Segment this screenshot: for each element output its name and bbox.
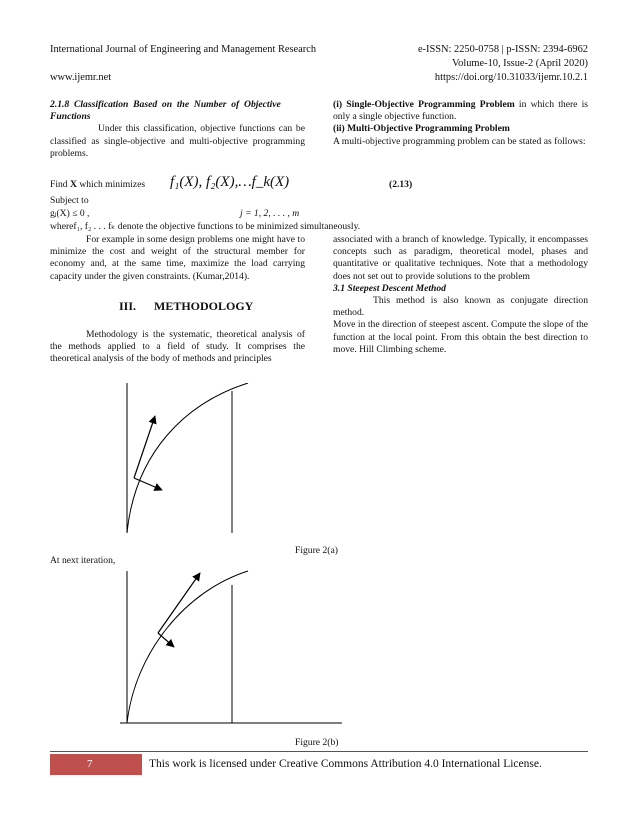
page-number: 7: [87, 758, 93, 770]
footer-divider: [50, 751, 588, 752]
constraint: gⱼ(X) ≤ 0 ,: [50, 208, 90, 219]
contour-curve: [127, 383, 248, 533]
index-range: j = 1, 2, . . . , m: [240, 208, 300, 219]
steepest-descent-paragraph: This method is also known as conjugate direction method.: [333, 295, 588, 319]
figure-2b: [110, 563, 360, 728]
left-body: [50, 234, 305, 366]
caption-figure-2b: Figure 2(b): [295, 737, 339, 748]
example-paragraph: For example in some design problems one might have to minimize the cost and weight of the structural member for economy and, at the same time, maximize the load carrying capacity under the given constraints. (Kumar,2014).: [50, 234, 305, 282]
steepest-descent-heading: 3.1 Steepest Descent Method: [333, 282, 446, 294]
right-body: [333, 234, 588, 356]
subject-to: Subject to: [50, 195, 89, 206]
find-suffix: which minimizes: [76, 179, 146, 190]
methodology-continued: associated with a branch of knowledge. Typically, it encompasses concepts such as paradigm, theoretical model, phases and quantitative or qualitative techniques. Note that a methodology does not set out to provide solutions to the problem: [333, 234, 588, 282]
gradient-arrow: [158, 573, 200, 633]
find-x: X: [70, 179, 77, 190]
classification-paragraph: Under this classification, objective functions can be classified as single-objective and multi-objective programming problems.: [50, 123, 305, 159]
objective-types: [333, 99, 588, 148]
section-heading-line1: 2.1.8 Classification Based on the Number of Objective: [50, 99, 281, 110]
website-link[interactable]: www.ijemr.net: [50, 72, 112, 83]
figure-2a: [110, 383, 360, 543]
methodology-paragraph: Methodology is the systematic, theoretical analysis of the methods applied to a field of study. It comprises the theoretical analysis of the body of methods and principles: [50, 329, 305, 365]
caption-figure-2a: Figure 2(a): [295, 545, 338, 556]
find-prefix: Find: [50, 179, 70, 190]
where-line: wheref₁, f₂ . . . fₖ denote the objective functions to be minimized simultaneously.: [50, 221, 361, 232]
find-statement: [50, 179, 145, 191]
single-objective-text: in which there is only a single objective function.: [333, 99, 589, 123]
contour-curve: [127, 571, 248, 723]
multi-objective-label: (ii) Multi-Objective Programming Problem: [333, 123, 510, 135]
page-number-badge: [50, 754, 142, 775]
normal-arrow: [158, 633, 174, 647]
methodology-heading: III. METHODOLOGY: [119, 298, 254, 313]
single-objective-item: [333, 99, 588, 123]
next-iteration-text: At next iteration,: [50, 555, 116, 566]
issn-line: e-ISSN: 2250-0758 | p-ISSN: 2394-6962: [417, 44, 588, 55]
doi-link[interactable]: https://doi.org/10.31033/ijemr.10.2.1: [434, 72, 588, 83]
objective-expression: f₁(X), f₂(X),…f_k(X): [170, 174, 290, 190]
section-heading-line2: Functions: [50, 111, 91, 123]
single-objective-label: (i) Single-Objective Programming Problem: [333, 99, 515, 110]
section-218: [50, 99, 305, 160]
move-paragraph: Move in the direction of steepest ascent. Compute the slope of the function at the local point. From this obtain the best direction to move. Hill Climbing scheme.: [333, 319, 588, 355]
license-text[interactable]: This work is licensed under Creative Commons Attribution 4.0 International License.: [149, 758, 542, 770]
multi-objective-text: A multi-objective programming problem can be stated as follows:: [333, 135, 586, 147]
journal-title: International Journal of Engineering and Management Research: [50, 44, 317, 55]
volume-line: Volume-10, Issue-2 (April 2020): [451, 58, 588, 69]
equation-number: (2.13): [389, 179, 413, 190]
